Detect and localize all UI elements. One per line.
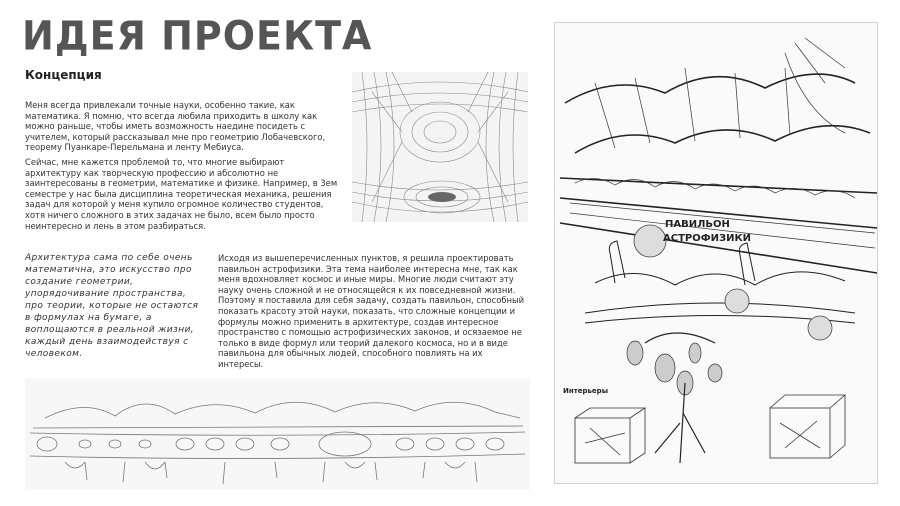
pavilion-elevation-sketch	[25, 378, 530, 490]
sketch-label-pavilion-2: АСТРОФИЗИКИ	[663, 233, 752, 244]
sketch-label-interior: Интерьеры	[563, 387, 609, 395]
wireframe-interior-image	[352, 72, 528, 222]
paragraph-problem: Сейчас, мне кажется проблемой то, что многие выбирают архитектуру как творческую профессию и абсолютно не заинтересованы в геометрии, математике и физике. Например, в 3ем семестре у нас была дисциплина теоретическая механика, решения задач для которой у меня купило огромное количество студентов, хотя ничего сложного в этих задачах не было, всем было просто неинтересно и лень в этом разбираться.	[25, 157, 338, 231]
paragraph-decision: Исходя из вышеперечисленных пунктов, я решила проектировать павильон астрофизики. Эта тема наиболее интересна мне, так как меня вдохновляет космос и иные миры. Многие люди считают эту науку очень сложной и не относящейся к их повседневной жизни. Поэтому я поставила для себя задачу, создать павильон, способный показать красоту этой науки, показать, что сложные концепции и формулы можно применить в архитектуре, создав интересное пространство с помощью астрофизических законов, и осязаемое не только в виде формул или теорий далекого космоса, но и в виде павильона для обычных людей, способного повлиять на их интересы.	[218, 253, 525, 369]
paragraph-intro: Меня всегда привлекали точные науки, особенно такие, как математика. Я помню, что всегда любила приходить в школу как можно раньше, чтобы иметь возможность наедине посидеть с учителем, который рассказывал мне про геометрию Лобачевского, теорему Пуанкаре-Перельмана и ленту Мебиуса.	[25, 100, 326, 153]
sketch-label-pavilion-1: ПАВИЛЬОН	[665, 219, 730, 230]
page-title: ИДЕЯ ПРОЕКТА	[22, 12, 373, 60]
astrophysics-pavilion-sketch	[555, 23, 877, 483]
quote-architecture: Архитектура сама по себе очень математична, это искусство про создание геометрии, упорядочивание пространства, про теории, которые не остаются в формулах на бумаге, а воплощаются в реальной жизни, каждый день взаимодействуя с человеком.	[25, 253, 199, 359]
section-subtitle: Концепция	[25, 68, 102, 82]
